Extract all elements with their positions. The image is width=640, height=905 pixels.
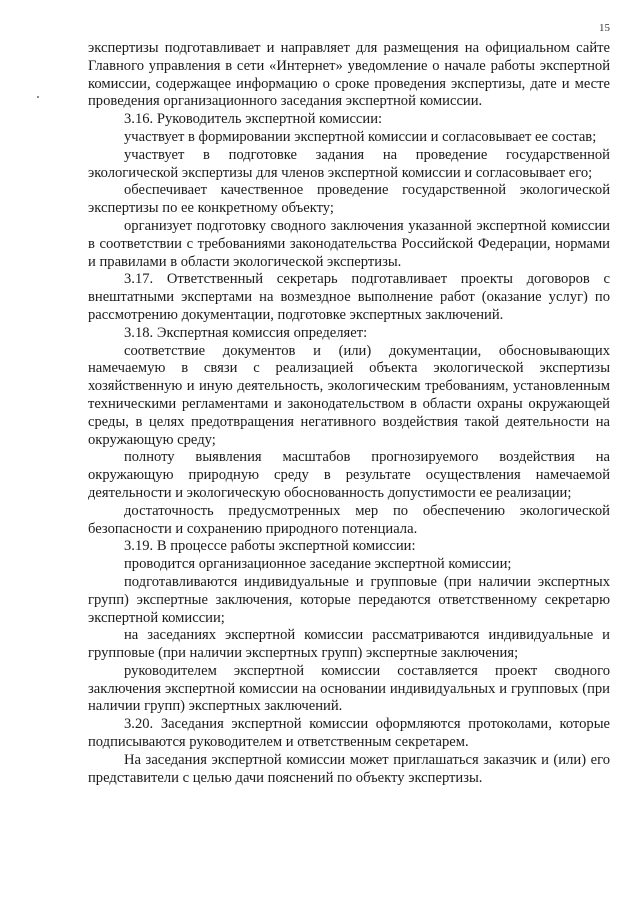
section-3-16-heading: 3.16. Руководитель экспертной комиссии: [124, 111, 383, 128]
section-3-19-heading: 3.19. В процессе работы экспертной комиссии: [124, 538, 416, 555]
document-body [88, 40, 610, 787]
list-item: полноту выявления масштабов прогнозируемого воздействия на окружающую природную среду в результате осуществления намечаемой деятельности и экологическую обоснованность допустимости ее реализации; [88, 449, 610, 501]
list-item: на заседаниях экспертной комиссии рассматриваются индивидуальные и групповые (при наличии экспертных групп) экспертные заключения; [88, 627, 610, 662]
scan-speck [37, 96, 39, 98]
list-item: организует подготовку сводного заключения указанной экспертной комиссии в соответствии с требованиями законодательства Российской Федерации, нормами и правилами в области экологической экспертизы. [88, 217, 610, 270]
list-item: участвует в формировании экспертной комиссии и согласовывает ее состав; [124, 128, 597, 145]
list-item: руководителем экспертной комиссии составляется проект сводного заключения экспертной комиссии на основании индивидуальных и групповых (при наличии групп) экспертных заключений. [88, 662, 610, 715]
list-item: подготавливаются индивидуальные и групповые (при наличии экспертных групп) экспертные заключения, которые передаются ответственному секретарю экспертной комиссии; [88, 573, 610, 626]
list-item: проводится организационное заседание экспертной комиссии; [124, 556, 512, 573]
list-item: соответствие документов и (или) документации, обосновывающих намечаемую в связи с реализацией объекта экологической экспертизы хозяйственную и иную деятельность, экологическим требованиям, установленным техническими регламентами и законодательством в области охраны окружающей среды, в целях предотвращения негативного воздействия такой деятельности на окружающую среду; [88, 342, 610, 448]
paragraph: На заседания экспертной комиссии может приглашаться заказчик и (или) его представители с целью дачи пояснений по объекту экспертизы. [88, 751, 610, 786]
section-3-18-heading: 3.18. Экспертная комиссия определяет: [124, 324, 368, 341]
list-item: обеспечивает качественное проведение государственной экологической экспертизы по ее конкретному объекту; [88, 182, 610, 217]
page-number: 15 [599, 22, 610, 34]
paragraph-continuation: экспертизы подготавливает и направляет для размещения на официальном сайте Главного управления в сети «Интернет» уведомление о начале работы экспертной комиссии, содержащее информацию о сроке проведения экспертизы, дате и месте проведения организационного заседания экспертной комиссии. [88, 40, 610, 110]
list-item: достаточность предусмотренных мер по обеспечению экологической безопасности и сохранению природного потенциала. [88, 502, 610, 537]
section-3-20-paragraph: 3.20. Заседания экспертной комиссии оформляются протоколами, которые подписываются руководителем и ответственным секретарем. [88, 716, 610, 751]
section-3-17-paragraph: 3.17. Ответственный секретарь подготавливает проекты договоров с внештатными экспертами на возмездное выполнение работ (оказание услуг) по рассмотрению документации, подготовке экспертных заключений. [88, 271, 610, 323]
list-item: участвует в подготовке задания на проведение государственной экологической экспертизы для членов экспертной комиссии и согласовывает его; [88, 146, 610, 181]
